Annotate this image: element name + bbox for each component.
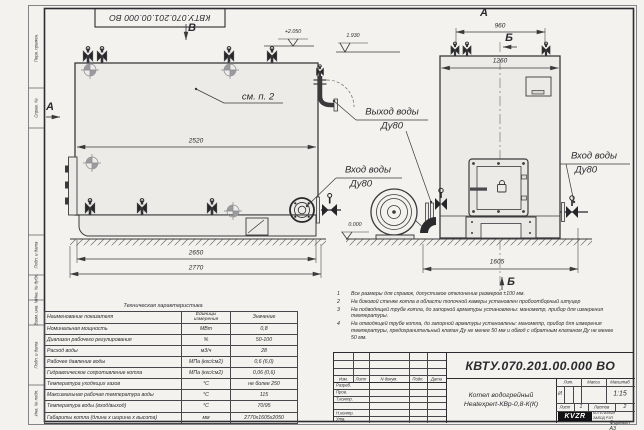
tech-table-title: Техническая характеристика	[123, 303, 203, 309]
outlet-pipe	[314, 76, 355, 111]
callout-water-inlet-left: Вход воды	[344, 164, 392, 176]
margin-label-inv-dubl: Инв. № дубл.	[33, 273, 39, 301]
callout-see-note: см. п. 2	[241, 91, 275, 103]
dim-overall-length: 2770	[188, 264, 204, 272]
tb-product-title: Котел водогрейный Heatexpert-КВр-0,8-К(К)	[463, 392, 539, 409]
inlet-valve-side	[317, 194, 342, 224]
dim-base-length: 2650	[188, 249, 204, 257]
table-row: Расход воды м3/ч 28	[45, 345, 298, 356]
company-name: КОТЕЛЬНЫЙ ЗАВОД РЭП	[593, 411, 616, 420]
table-row: Номинальная мощность МВт 0,8	[45, 323, 298, 334]
table-row: Диапазон рабочего регулирования % 50-100	[45, 334, 298, 345]
kvzr-logo: KVZR	[558, 412, 592, 421]
tb-col-list: Лист	[355, 376, 367, 381]
table-row: Максимальная рабочая температура воды °С 115	[45, 390, 298, 401]
margin-label-vzam-inv: Взам. инв. №	[33, 298, 39, 326]
list-item: 1 Все размеры для справок, допустимое отклонение размеров ±100 мм.	[337, 291, 525, 297]
boiler-side-view	[66, 47, 355, 236]
tb-sheet-value: 1	[579, 403, 583, 410]
tb-sheets-value: 2	[623, 403, 627, 410]
tb-col-podp: Подп.	[412, 376, 424, 381]
format-label: Формат А3	[609, 420, 631, 430]
ground-line	[70, 239, 592, 246]
tb-row-razrab: Разраб.	[336, 382, 352, 388]
dim-valve-spacing: 960	[494, 22, 506, 30]
dim-body-width: 1260	[492, 57, 508, 65]
tech-table	[44, 311, 298, 424]
elevation-mid: 1.930	[346, 33, 360, 39]
margin-label-podp-data-1: Подп. и дата	[33, 241, 39, 269]
view-label-a-side: А	[46, 101, 54, 113]
callout-water-outlet-dn: Ду80	[380, 120, 404, 132]
callout-water-inlet-right-dn: Ду80	[574, 164, 598, 176]
tech-col-name: Наименование показателя	[45, 312, 182, 324]
tb-lit-value: И	[558, 391, 562, 397]
margin-label-podp-data-2: Подп. и дата	[33, 341, 39, 369]
top-stamp	[95, 8, 225, 27]
callout-water-inlet-left-dn: Ду80	[349, 178, 373, 190]
tb-lit-label: Лит.	[563, 379, 574, 385]
tech-col-value: Значение	[231, 312, 298, 324]
margin-label-inv-podl: Инв. № подл.	[33, 389, 39, 417]
title-block	[333, 352, 634, 422]
inlet-valve-front	[560, 196, 588, 222]
door-handle	[470, 188, 487, 191]
section-label-b-top: Б	[505, 32, 513, 44]
tb-row-utv: Утв.	[336, 416, 346, 422]
table-row: Габариты котла (длина х ширина х высота) мм 2770х1605х2050	[45, 412, 298, 423]
list-item: 3 На подводящей трубе котла, до запорной арматуры установлены: манометр, прибор для измерения температуры.	[337, 306, 604, 320]
tech-col-units: Единицы измерения	[182, 312, 231, 324]
tb-scale-value: 1:15	[613, 390, 627, 398]
table-row: Температура воды (вход/выход) °С 70/95	[45, 401, 298, 412]
blower-fan	[371, 189, 428, 239]
tb-sheet-label: Лист	[559, 404, 571, 409]
notes-list	[337, 291, 619, 341]
list-item: 2 На боковой стенке котла в области топочной камеры установлен пробоотборный штуцер	[337, 298, 581, 305]
section-label-b-bottom: Б	[507, 276, 515, 288]
tech-characteristics	[44, 303, 282, 424]
callout-water-inlet-right: Вход воды	[570, 150, 618, 162]
elevation-top: +2.050	[284, 29, 302, 35]
dim-overall-width: 1605	[489, 258, 505, 266]
callout-water-outlet: Выход воды	[365, 106, 419, 118]
table-row: Температура уходящих газов °С не более 250	[45, 379, 298, 390]
tb-sheets-label: Листов	[593, 404, 610, 409]
tb-row-prov: Пров.	[336, 389, 348, 395]
margin-label-perv-primen: Перв. примен.	[33, 33, 39, 63]
tb-col-doc: N докум.	[380, 376, 398, 381]
tb-col-izm: Изм.	[339, 376, 348, 381]
dim-body-length: 2520	[188, 137, 204, 145]
boiler-front-view	[371, 42, 588, 292]
list-item: 4 На отводящей трубе котла, до запорной арматуры установлены: манометр, прибор для измерения температуры, предохранительный клапан Ду не менее 50 мм и обвод с обратным клапаном Ду не менее 50 мм.	[337, 321, 614, 341]
view-label-a-front: А	[480, 7, 488, 19]
tb-mass-label: Масса	[587, 379, 600, 385]
view-label-v: В	[188, 22, 196, 34]
table-row: Гидравлическое сопротивление котла МПа (кгс/см2) 0,06 (0,6)	[45, 368, 298, 379]
tb-row-tkontr: Т.контр.	[336, 396, 353, 402]
elevation-ground: 0.000	[348, 222, 362, 228]
tb-col-data: Дата	[430, 376, 443, 381]
tb-row-nkontr: Н.контр.	[336, 410, 354, 416]
table-row: Рабочее давление воды МПа (кгс/см2) 0,6 (6,0)	[45, 357, 298, 368]
margin-label-sprav-no: Справ. №	[33, 98, 39, 118]
furnace-door	[469, 159, 528, 216]
tb-scale-label: Масштаб	[610, 379, 630, 385]
top-stamp-docnum: КВТУ.070.201.00.000 ВО	[109, 12, 211, 23]
tb-doc-number: КВТУ.070.201.00.000 ВО	[465, 358, 616, 373]
